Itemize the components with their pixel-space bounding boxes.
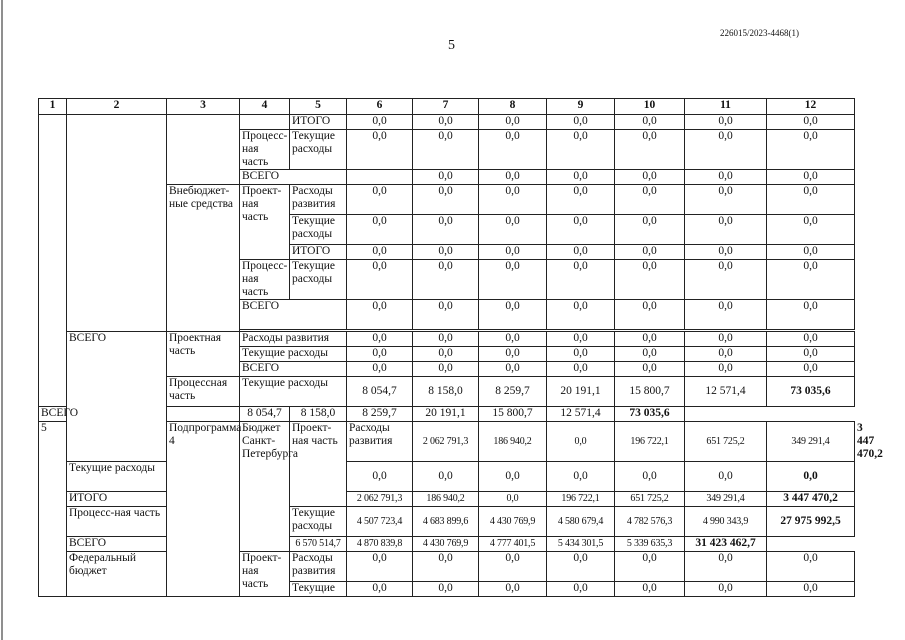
value-cell: 0,0 bbox=[347, 332, 413, 347]
expense-type: Текущие расходы bbox=[240, 377, 347, 407]
value-cell: 0,0 bbox=[615, 245, 685, 260]
expense-type: ВСЕГО bbox=[240, 300, 347, 330]
part-cell: Проект-ная часть bbox=[290, 422, 347, 507]
value-cell: 0,0 bbox=[685, 260, 767, 300]
source-cell: Проектная часть bbox=[167, 332, 240, 377]
expense-type: ИТОГО bbox=[67, 492, 167, 507]
row-number-cell bbox=[39, 115, 67, 407]
value-cell: 0,0 bbox=[479, 130, 547, 170]
value-cell: 0,0 bbox=[767, 300, 855, 330]
value-cell: 0,0 bbox=[479, 347, 547, 362]
value-cell: 0,0 bbox=[479, 215, 547, 245]
table-row bbox=[39, 507, 855, 537]
value-cell: 0,0 bbox=[685, 552, 767, 582]
value-cell: 0,0 bbox=[479, 245, 547, 260]
value-cell: 12 571,4 bbox=[685, 377, 767, 407]
value-cell: 0,0 bbox=[767, 347, 855, 362]
value-cell: 4 430 769,9 bbox=[479, 507, 547, 537]
value-cell: 0,0 bbox=[547, 462, 615, 492]
table-row: 5 Подпрограмма 4 Бюджет Санкт-Петербурга Проект-ная часть Расходы развития 2 062 791,3 186 940,2 0,0 196 722,1 651 725,2 349 291,4 3 447 470,2 bbox=[39, 422, 855, 462]
value-cell: 0,0 bbox=[479, 552, 547, 582]
value-cell: 0,0 bbox=[685, 300, 767, 330]
part-cell bbox=[240, 115, 290, 130]
value-cell: 0,0 bbox=[547, 245, 615, 260]
value-cell: 0,0 bbox=[685, 332, 767, 347]
value-cell: 0,0 bbox=[413, 215, 479, 245]
table-row bbox=[39, 332, 855, 347]
value-cell: 0,0 bbox=[547, 347, 615, 362]
value-cell: 0,0 bbox=[347, 347, 413, 362]
table-row bbox=[39, 492, 855, 507]
value-cell: 8 158,0 bbox=[290, 407, 347, 422]
value-cell: 4 507 723,4 bbox=[347, 507, 413, 537]
value-cell: 4 683 899,6 bbox=[413, 507, 479, 537]
value-cell: 0,0 bbox=[615, 347, 685, 362]
value-cell: 0,0 bbox=[685, 347, 767, 362]
value-cell: 0,0 bbox=[347, 362, 413, 377]
source-cell: Федеральный бюджет bbox=[67, 552, 167, 597]
value-cell: 0,0 bbox=[685, 185, 767, 215]
value-cell: 0,0 bbox=[615, 260, 685, 300]
value-cell: 0,0 bbox=[547, 300, 615, 330]
value-cell: 0,0 bbox=[347, 130, 413, 170]
value-cell: 27 975 992,5 bbox=[767, 507, 855, 537]
expense-type: ВСЕГО bbox=[240, 170, 347, 185]
value-cell: 0,0 bbox=[347, 115, 413, 130]
value-cell: 0,0 bbox=[479, 462, 547, 492]
header-cell: 5 bbox=[290, 99, 347, 115]
value-cell: 0,0 bbox=[615, 215, 685, 245]
value-cell: 8 054,7 bbox=[347, 377, 413, 407]
header-cell: 10 bbox=[615, 99, 685, 115]
header-cell: 6 bbox=[347, 99, 413, 115]
page-number: 5 bbox=[448, 38, 455, 53]
value-cell: 186 940,2 bbox=[413, 492, 479, 507]
part-cell: Проект-ная часть bbox=[240, 552, 290, 597]
table-row bbox=[39, 407, 855, 422]
value-cell: 0,0 bbox=[413, 130, 479, 170]
value-cell: 0,0 bbox=[685, 115, 767, 130]
expense-type: ИТОГО bbox=[290, 115, 347, 130]
scan-edge-line bbox=[1, 0, 3, 640]
value-cell: 0,0 bbox=[547, 362, 615, 377]
value-cell: 0,0 bbox=[615, 300, 685, 330]
header-cell: 8 bbox=[479, 99, 547, 115]
expense-type: Расходы развития bbox=[290, 552, 347, 582]
budget-table bbox=[38, 98, 883, 597]
part-cell: Проект-ная часть bbox=[240, 185, 290, 260]
value-cell: 349 291,4 bbox=[767, 422, 855, 462]
value-cell: 8 054,7 bbox=[240, 407, 290, 422]
expense-type: Расходы развития bbox=[347, 422, 413, 462]
value-cell: 8 259,7 bbox=[347, 407, 413, 422]
value-cell: 0,0 bbox=[547, 552, 615, 582]
value-cell: 0,0 bbox=[547, 422, 615, 462]
value-cell: 186 940,2 bbox=[479, 422, 547, 462]
value-cell: 4 870 839,8 bbox=[347, 537, 413, 552]
value-cell: 0,0 bbox=[479, 300, 547, 330]
value-cell: 0,0 bbox=[685, 215, 767, 245]
value-cell: 6 570 514,7 bbox=[290, 537, 347, 552]
value-cell: 0,0 bbox=[479, 170, 547, 185]
value-cell: 0,0 bbox=[767, 170, 855, 185]
value-cell: 0,0 bbox=[615, 582, 685, 597]
value-cell: 0,0 bbox=[685, 245, 767, 260]
value-cell: 0,0 bbox=[347, 185, 413, 215]
expense-type: ВСЕГО bbox=[67, 537, 240, 552]
value-cell: 0,0 bbox=[767, 362, 855, 377]
part-cell: Процесс-ная часть bbox=[240, 260, 290, 300]
program-cell: ВСЕГО bbox=[67, 332, 167, 462]
value-cell: 0,0 bbox=[413, 185, 479, 215]
table-row bbox=[39, 537, 855, 552]
value-cell: 0,0 bbox=[615, 170, 685, 185]
expense-type: Текущие расходы bbox=[290, 130, 347, 170]
value-cell: 31 423 462,7 bbox=[685, 537, 767, 552]
value-cell: 0,0 bbox=[615, 462, 685, 492]
value-cell: 0,0 bbox=[413, 582, 479, 597]
value-cell: 0,0 bbox=[413, 300, 479, 330]
expense-type: ИТОГО bbox=[290, 245, 347, 260]
value-cell: 0,0 bbox=[615, 552, 685, 582]
value-cell: 0,0 bbox=[413, 260, 479, 300]
value-cell: 0,0 bbox=[615, 362, 685, 377]
value-cell: 0,0 bbox=[413, 462, 479, 492]
value-cell: 0,0 bbox=[547, 582, 615, 597]
value-cell: 0,0 bbox=[347, 300, 413, 330]
value-cell: 0,0 bbox=[479, 362, 547, 377]
value-cell: 73 035,6 bbox=[615, 407, 685, 422]
value-cell: 0,0 bbox=[685, 170, 767, 185]
value-cell: 2 062 791,3 bbox=[347, 492, 413, 507]
value-cell: 0,0 bbox=[767, 582, 855, 597]
part-cell: Процесс-ная часть bbox=[240, 130, 290, 170]
value-cell: 0,0 bbox=[479, 492, 547, 507]
value-cell: 0,0 bbox=[767, 115, 855, 130]
value-cell: 0,0 bbox=[413, 332, 479, 347]
value-cell: 196 722,1 bbox=[547, 492, 615, 507]
value-cell: 4 782 576,3 bbox=[615, 507, 685, 537]
value-cell: 0,0 bbox=[615, 185, 685, 215]
header-cell: 12 bbox=[767, 99, 855, 115]
value-cell: 0,0 bbox=[413, 362, 479, 377]
value-cell: 0,0 bbox=[615, 332, 685, 347]
value-cell: 0,0 bbox=[767, 215, 855, 245]
value-cell: 15 800,7 bbox=[615, 377, 685, 407]
value-cell: 0,0 bbox=[413, 170, 479, 185]
value-cell: 20 191,1 bbox=[547, 377, 615, 407]
expense-type: Расходы развития bbox=[240, 332, 347, 347]
program-cell: Подпрограмма 4 bbox=[167, 422, 240, 597]
value-cell: 0,0 bbox=[413, 115, 479, 130]
value-cell: 4 430 769,9 bbox=[413, 537, 479, 552]
value-cell: 3 447 470,2 bbox=[767, 492, 855, 507]
value-cell: 651 725,2 bbox=[685, 422, 767, 462]
value-cell: 20 191,1 bbox=[413, 407, 479, 422]
header-cell: 4 bbox=[240, 99, 290, 115]
source-cell: Внебюджет-ные средства bbox=[167, 185, 240, 332]
value-cell: 0,0 bbox=[347, 462, 413, 492]
value-cell: 0,0 bbox=[413, 245, 479, 260]
header-cell: 3 bbox=[167, 99, 240, 115]
part-cell: Процесс-ная часть bbox=[67, 507, 167, 537]
value-cell: 5 434 301,5 bbox=[547, 537, 615, 552]
value-cell: 0,0 bbox=[547, 332, 615, 347]
table-row bbox=[39, 552, 855, 582]
expense-type: Текущие расходы bbox=[67, 462, 167, 492]
expense-type: Текущие расходы bbox=[240, 347, 347, 362]
expense-type: Текущие bbox=[290, 582, 347, 597]
value-cell: 196 722,1 bbox=[615, 422, 685, 462]
header-cell: 11 bbox=[685, 99, 767, 115]
value-cell: 0,0 bbox=[685, 362, 767, 377]
header-cell: 9 bbox=[547, 99, 615, 115]
value-cell: 0,0 bbox=[347, 215, 413, 245]
expense-type: ВСЕГО bbox=[39, 407, 240, 422]
header-cell: 2 bbox=[67, 99, 167, 115]
value-cell: 0,0 bbox=[547, 215, 615, 245]
value-cell: 4 580 679,4 bbox=[547, 507, 615, 537]
value-cell: 0,0 bbox=[479, 260, 547, 300]
value-cell: 0,0 bbox=[767, 462, 855, 492]
value-cell: 0,0 bbox=[767, 552, 855, 582]
source-cell: Процессная часть bbox=[167, 377, 240, 407]
table-row bbox=[39, 462, 855, 492]
value-cell: 0,0 bbox=[547, 130, 615, 170]
value-cell: 0,0 bbox=[547, 185, 615, 215]
value-cell: 0,0 bbox=[479, 332, 547, 347]
value-cell: 0,0 bbox=[767, 130, 855, 170]
expense-type: Расходы развития bbox=[290, 185, 347, 215]
value-cell: 2 062 791,3 bbox=[413, 422, 479, 462]
value-cell: 0,0 bbox=[479, 115, 547, 130]
document-id: 226015/2023-4468(1) bbox=[720, 28, 799, 38]
value-cell: 0,0 bbox=[479, 185, 547, 215]
value-cell: 0,0 bbox=[347, 552, 413, 582]
value-cell: 12 571,4 bbox=[547, 407, 615, 422]
row-number-cell: 5 bbox=[39, 422, 67, 597]
value-cell bbox=[347, 170, 413, 185]
source-cell: Бюджет Санкт-Петербурга bbox=[240, 422, 290, 552]
expense-type: Текущие расходы bbox=[290, 507, 347, 537]
value-cell: 4 777 401,5 bbox=[479, 537, 547, 552]
value-cell: 0,0 bbox=[615, 115, 685, 130]
value-cell: 349 291,4 bbox=[685, 492, 767, 507]
value-cell: 8 259,7 bbox=[479, 377, 547, 407]
value-cell: 0,0 bbox=[767, 245, 855, 260]
value-cell: 0,0 bbox=[347, 245, 413, 260]
header-cell: 7 bbox=[413, 99, 479, 115]
value-cell: 0,0 bbox=[767, 185, 855, 215]
value-cell: 5 339 635,3 bbox=[615, 537, 685, 552]
value-cell: 0,0 bbox=[347, 260, 413, 300]
table-row bbox=[39, 115, 855, 130]
header-row bbox=[39, 99, 855, 115]
value-cell: 0,0 bbox=[347, 582, 413, 597]
value-cell: 4 990 343,9 bbox=[685, 507, 767, 537]
source-cell bbox=[167, 115, 240, 185]
value-cell: 651 725,2 bbox=[615, 492, 685, 507]
value-cell: 8 158,0 bbox=[413, 377, 479, 407]
value-cell: 73 035,6 bbox=[767, 377, 855, 407]
header-cell: 1 bbox=[39, 99, 67, 115]
value-cell: 0,0 bbox=[767, 332, 855, 347]
expense-type: Текущие расходы bbox=[290, 260, 347, 300]
value-cell: 15 800,7 bbox=[479, 407, 547, 422]
value-cell: 0,0 bbox=[479, 582, 547, 597]
expense-type: ВСЕГО bbox=[240, 362, 347, 377]
value-cell: 0,0 bbox=[685, 462, 767, 492]
value-cell: 0,0 bbox=[685, 582, 767, 597]
value-cell: 0,0 bbox=[413, 347, 479, 362]
value-cell: 0,0 bbox=[685, 130, 767, 170]
value-cell: 0,0 bbox=[547, 115, 615, 130]
expense-type: Текущие расходы bbox=[290, 215, 347, 245]
value-cell: 0,0 bbox=[767, 260, 855, 300]
value-cell: 0,0 bbox=[615, 130, 685, 170]
value-cell: 0,0 bbox=[547, 260, 615, 300]
value-cell: 0,0 bbox=[547, 170, 615, 185]
program-cell bbox=[67, 115, 167, 332]
value-cell: 0,0 bbox=[413, 552, 479, 582]
